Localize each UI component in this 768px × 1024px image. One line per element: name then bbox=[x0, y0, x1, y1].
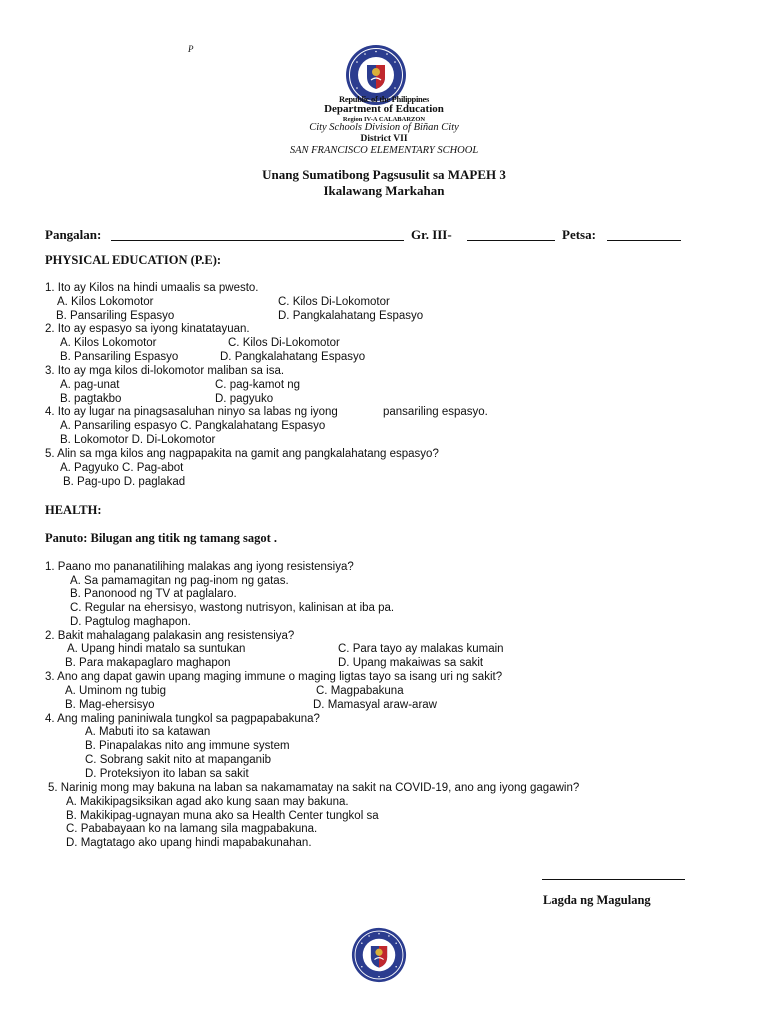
pe-q2-stem: 2. Ito ay espasyo sa iyong kinatatayuan. bbox=[45, 323, 250, 335]
health-q5-stem: 5. Narinig mong may bakuna na laban sa nakamamatay na sakit na COVID-19, ano ang iyong gagawin? bbox=[48, 782, 580, 794]
health-q4-option-b[interactable]: B. Pinapalakas nito ang immune system bbox=[85, 740, 290, 752]
grade-field[interactable] bbox=[467, 240, 555, 241]
health-instruction: Panuto: Bilugan ang titik ng tamang sagot . bbox=[45, 531, 277, 545]
pe-q1-option-c[interactable]: C. Kilos Di-Lokomotor bbox=[278, 296, 390, 308]
health-q5-option-b[interactable]: B. Makikipag-ugnayan muna ako sa Health Center tungkol sa bbox=[66, 810, 379, 822]
pe-q1-stem: 1. Ito ay Kilos na hindi umaalis sa pwesto. bbox=[45, 282, 259, 294]
pe-q5-stem: 5. Alin sa mga kilos ang nagpapakita na gamit ang pangkalahatang espasyo? bbox=[45, 448, 439, 460]
division-line: City Schools Division of Biñan City bbox=[309, 122, 459, 133]
pe-q4-options-bd[interactable]: B. Lokomotor D. Di-Lokomotor bbox=[60, 434, 216, 446]
health-q3-stem: 3. Ano ang dapat gawin upang maging immune o maging ligtas tayo sa isang uri ng sakit? bbox=[45, 671, 503, 683]
health-q3-option-a[interactable]: A. Uminom ng tubig bbox=[65, 685, 166, 697]
health-q2-option-a[interactable]: A. Upang hindi matalo sa suntukan bbox=[67, 643, 246, 655]
republic-line: Republic of the Philippines bbox=[339, 94, 429, 104]
date-label: Petsa: bbox=[562, 227, 596, 242]
department-line: Department of Education bbox=[324, 103, 444, 115]
health-q1-option-d[interactable]: D. Pagtulog maghapon. bbox=[70, 616, 191, 628]
pe-q1-option-d[interactable]: D. Pangkalahatang Espasyo bbox=[278, 310, 424, 322]
exam-title: Unang Sumatibong Pagsusulit sa MAPEH 3 bbox=[262, 167, 506, 182]
signature-line[interactable] bbox=[542, 879, 685, 880]
health-q5-option-d[interactable]: D. Magtatago ako upang hindi mapabakunahan. bbox=[66, 837, 312, 849]
health-q1-option-a[interactable]: A. Sa pamamagitan ng pag-inom ng gatas. bbox=[70, 575, 289, 587]
health-q1-option-c[interactable]: C. Regular na ehersisyo, wastong nutrisyon, kalinisan at iba pa. bbox=[70, 602, 395, 614]
name-field[interactable] bbox=[111, 240, 404, 241]
health-q5-option-c[interactable]: C. Pababayaan ko na lamang sila magpabakuna. bbox=[66, 823, 318, 835]
school-line: SAN FRANCISCO ELEMENTARY SCHOOL bbox=[289, 145, 479, 156]
health-q2-option-b[interactable]: B. Para makapaglaro maghapon bbox=[65, 657, 231, 669]
pe-q3-option-d[interactable]: D. pagyuko bbox=[215, 393, 274, 405]
health-q4-option-a[interactable]: A. Mabuti ito sa katawan bbox=[85, 726, 211, 738]
health-q5-option-a[interactable]: A. Makikipagsiksikan agad ako kung saan may bakuna. bbox=[66, 796, 349, 808]
health-q4-option-c[interactable]: C. Sobrang sakit nito at mapanganib bbox=[85, 754, 272, 766]
health-heading: HEALTH: bbox=[45, 503, 102, 517]
signature-label: Lagda ng Magulang bbox=[543, 893, 651, 907]
health-q4-option-d[interactable]: D. Proteksiyon ito laban sa sakit bbox=[85, 768, 249, 780]
pe-q2-option-b[interactable]: B. Pansariling Espasyo bbox=[60, 351, 179, 363]
pe-heading: PHYSICAL EDUCATION (P.E): bbox=[45, 253, 222, 267]
district-line: District VII bbox=[360, 134, 408, 144]
health-q3-option-b[interactable]: B. Mag-ehersisyo bbox=[65, 699, 155, 711]
grade-label: Gr. III- bbox=[411, 227, 452, 242]
pe-q3-stem: 3. Ito ay mga kilos di-lokomotor maliban sa isa. bbox=[45, 365, 285, 377]
pe-q3-option-a[interactable]: A. pag-unat bbox=[60, 379, 120, 391]
seal-icon bbox=[351, 927, 407, 983]
exam-subtitle: Ikalawang Markahan bbox=[323, 183, 445, 198]
pe-q3-option-c[interactable]: C. pag-kamot ng bbox=[215, 379, 301, 391]
pe-q4-options-ac[interactable]: A. Pansariling espasyo C. Pangkalahatang Espasyo bbox=[60, 420, 326, 432]
health-q1-option-b[interactable]: B. Panonood ng TV at paglalaro. bbox=[70, 588, 237, 600]
region-line: Region IV-A CALABARZON bbox=[342, 116, 426, 123]
pe-q4-stem: 4. Ito ay lugar na pinagsasaluhan ninyo sa labas ng iyong bbox=[45, 406, 338, 418]
pe-q2-option-c[interactable]: C. Kilos Di-Lokomotor bbox=[228, 337, 340, 349]
health-q4-stem: 4. Ang maling paniniwala tungkol sa pagpapabakuna? bbox=[45, 713, 320, 725]
pe-q2-option-d[interactable]: D. Pangkalahatang Espasyo bbox=[220, 351, 366, 363]
pe-q2-option-a[interactable]: A. Kilos Lokomotor bbox=[60, 337, 157, 349]
health-q3-option-d[interactable]: D. Mamasyal araw-araw bbox=[313, 699, 437, 711]
pe-q1-option-a[interactable]: A. Kilos Lokomotor bbox=[57, 296, 154, 308]
date-field[interactable] bbox=[607, 240, 681, 241]
pe-q4-stem-end: pansariling espasyo. bbox=[383, 406, 488, 418]
health-q2-option-c[interactable]: C. Para tayo ay malakas kumain bbox=[338, 643, 504, 655]
corner-mark: P bbox=[188, 44, 194, 54]
deped-seal-bottom bbox=[351, 927, 407, 983]
health-q2-stem: 2. Bakit mahalagang palakasin ang resistensiya? bbox=[45, 630, 295, 642]
pe-q5-options-bd[interactable]: B. Pag-upo D. paglakad bbox=[63, 476, 186, 488]
health-q1-stem: 1. Paano mo pananatilihing malakas ang iyong resistensiya? bbox=[45, 561, 354, 573]
pe-q1-option-b[interactable]: B. Pansariling Espasyo bbox=[56, 310, 175, 322]
health-q2-option-d[interactable]: D. Upang makaiwas sa sakit bbox=[338, 657, 484, 669]
pe-q5-options-ac[interactable]: A. Pagyuko C. Pag-abot bbox=[60, 462, 184, 474]
health-q3-option-c[interactable]: C. Magpabakuna bbox=[316, 685, 404, 697]
name-label: Pangalan: bbox=[45, 227, 102, 242]
pe-q3-option-b[interactable]: B. pagtakbo bbox=[60, 393, 122, 405]
